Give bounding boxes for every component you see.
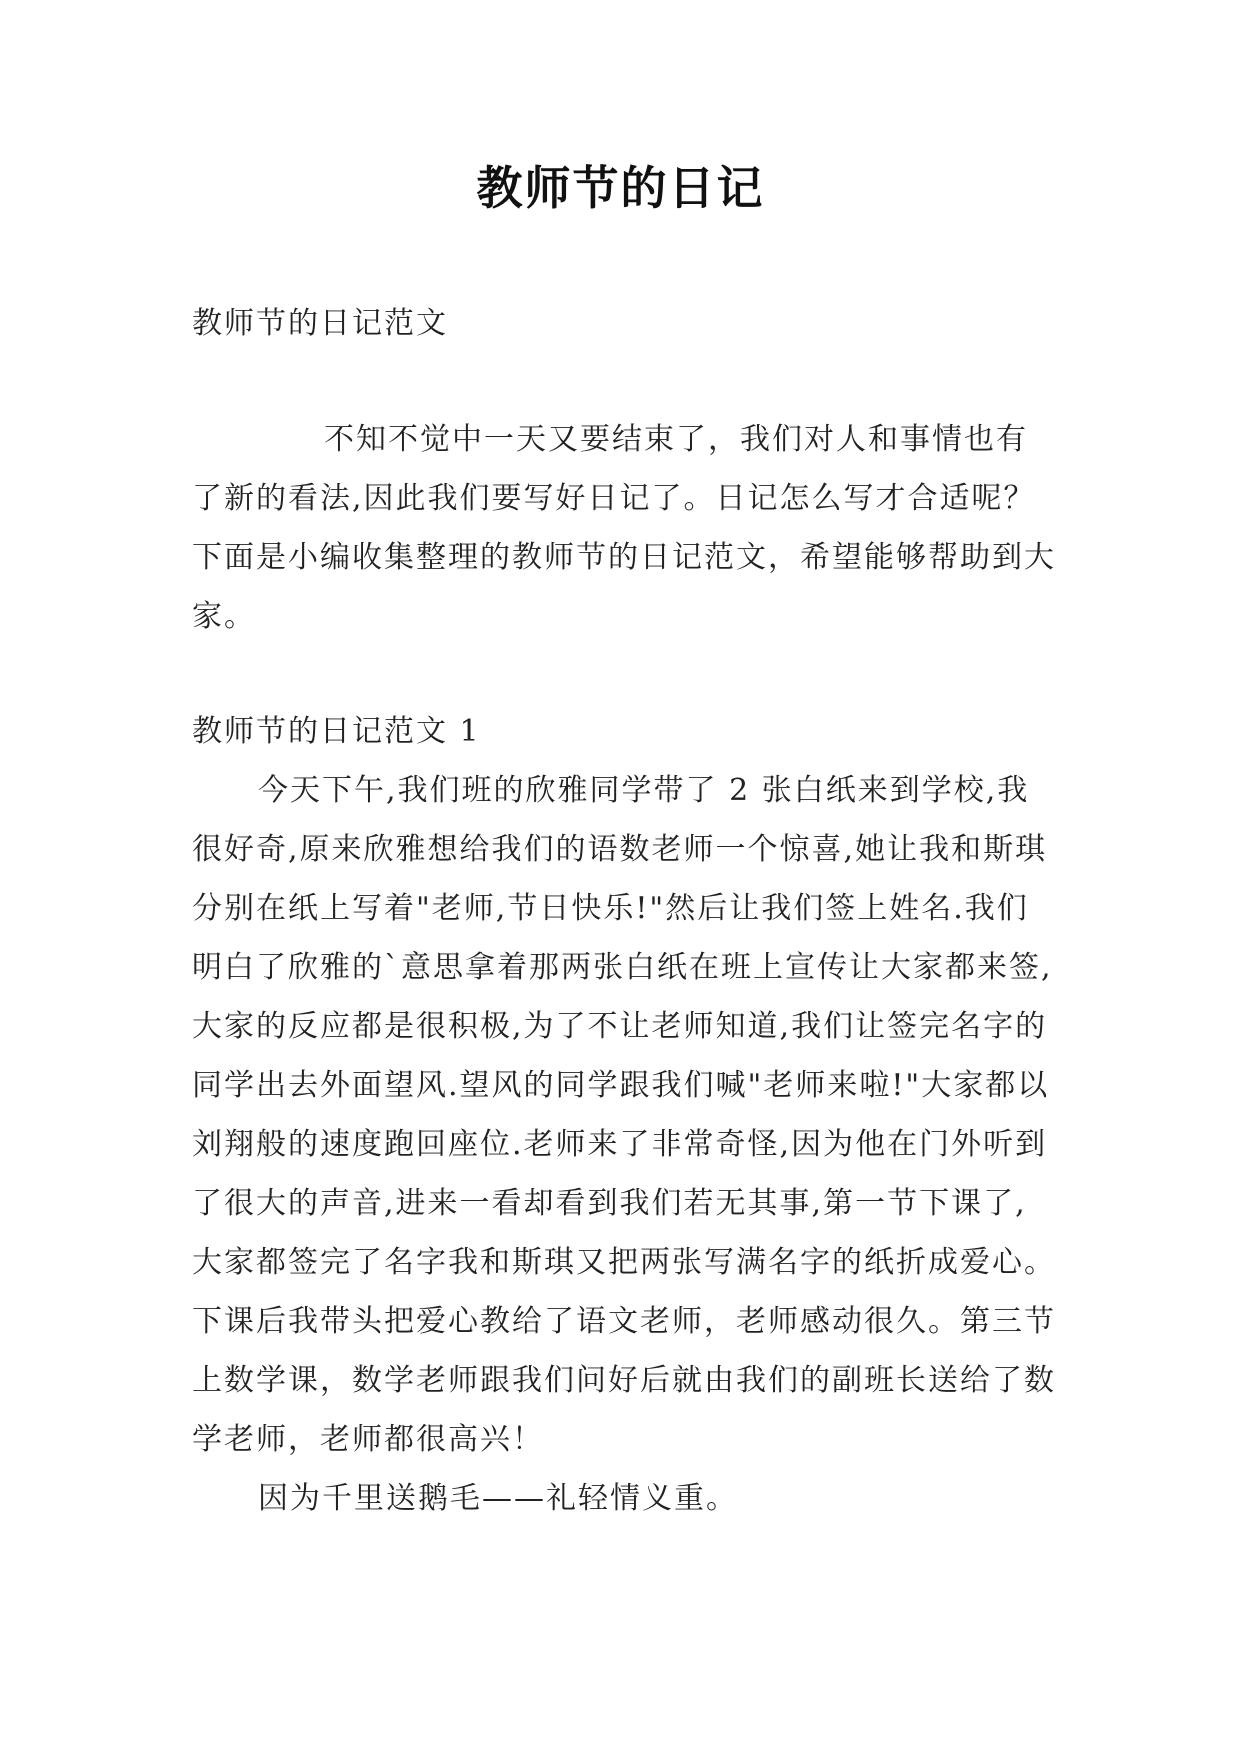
- section-body: [192, 761, 1058, 1528]
- document-title: 教师节的日记: [476, 161, 765, 215]
- body-paragraph-1: 今天下午,我们班的欣雅同学带了 2 张白纸来到学校,我很好奇,原来欣雅想给我们的语数老师一个惊喜,她让我和斯琪分别在纸上写着"老师,节日快乐!"然后让我们签上姓名.我们明白了欣雅的`意思拿着那两张白纸在班上宣传让大家都来签,大家的反应都是很积极,为了不让老师知道,我们让签完名字的同学出去外面望风.望风的同学跟我们喊"老师来啦!"大家都以刘翔般的速度跑回座位.老师来了非常奇怪,因为他在门外听到了很大的声音,进来一看却看到我们若无其事,第一节下课了,大家都签完了名字我和斯琪又把两张写满名字的纸折成爱心。下课后我带头把爱心教给了语文老师，老师感动很久。第三节上数学课，数学老师跟我们问好后就由我们的副班长送给了数学老师，老师都很高兴！: [192, 773, 1056, 1457]
- body-paragraph-2: 因为千里送鹅毛——礼轻情义重。: [258, 1481, 738, 1516]
- section-heading: 教师节的日记范文 1: [192, 714, 481, 749]
- intro-paragraph: 不知不觉中一天又要结束了，我们对人和事情也有了新的看法,因此我们要写好日记了。日记怎么写才合适呢？下面是小编收集整理的教师节的日记范文，希望能够帮助到大家。: [192, 422, 1056, 634]
- document-subtitle: 教师节的日记范文: [192, 306, 448, 341]
